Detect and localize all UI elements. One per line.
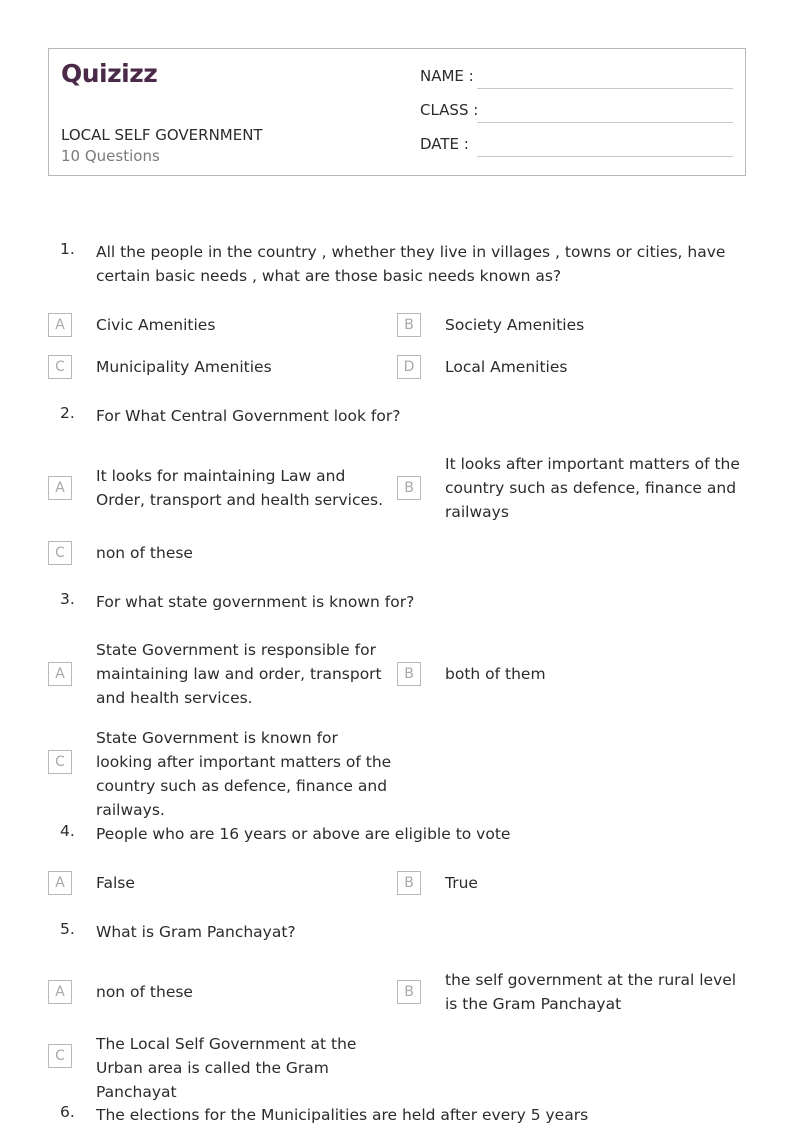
option-b[interactable] — [397, 662, 421, 686]
option-letter-box: B — [397, 313, 421, 337]
option-text: Society Amenities — [445, 316, 585, 334]
option-letter-box: B — [397, 476, 421, 500]
question-text: What is Gram Panchayat? — [96, 923, 296, 941]
class-field[interactable] — [420, 101, 733, 125]
option-a-text: False — [96, 874, 135, 892]
question-number: 4. — [60, 822, 75, 840]
option-text: Municipality Amenities — [96, 358, 272, 376]
option-letter-box: C — [48, 1044, 72, 1068]
option-b-text: It looks after important matters of the country such as defence, finance and railways — [445, 455, 740, 521]
question-number: 3. — [60, 590, 75, 608]
option-letter-box: A — [48, 476, 72, 500]
date-line — [477, 156, 733, 157]
option-letter-box: B — [397, 980, 421, 1004]
question-number: 1. — [60, 240, 75, 258]
question-number: 5. — [60, 920, 75, 938]
option-letter-box: A — [48, 871, 72, 895]
option-letter-box: B — [397, 871, 421, 895]
option-letter-box: C — [48, 750, 72, 774]
worksheet-header — [48, 48, 746, 176]
date-label: DATE : — [420, 135, 469, 153]
question-text: For what state government is known for? — [96, 593, 415, 611]
question-text: The elections for the Municipalities are held after every 5 years — [96, 1106, 589, 1123]
option-c[interactable] — [48, 541, 72, 565]
question-number: 6. — [60, 1103, 75, 1121]
option-letter-box: B — [397, 662, 421, 686]
option-c[interactable] — [48, 1044, 72, 1068]
option-b-text: both of them — [445, 665, 546, 683]
name-label: NAME : — [420, 67, 474, 85]
option-c-text: State Government is known for looking after important matters of the country such as defence, finance and railways. — [96, 729, 392, 819]
option-c-text: The Local Self Government at the Urban area is called the Gram Panchayat — [96, 1035, 357, 1101]
class-line — [477, 122, 733, 123]
date-field[interactable] — [420, 135, 733, 159]
question-count: 10 Questions — [61, 147, 160, 165]
class-label: CLASS : — [420, 101, 479, 119]
option-a[interactable] — [48, 662, 72, 686]
option-letter-box: C — [48, 541, 72, 565]
option-letter-box: A — [48, 313, 72, 337]
option-letter-box: C — [48, 355, 72, 379]
option-b[interactable] — [397, 476, 421, 500]
option-c[interactable] — [48, 355, 388, 379]
option-letter-box: A — [48, 662, 72, 686]
option-a[interactable] — [48, 476, 72, 500]
option-letter-box: A — [48, 980, 72, 1004]
name-line — [477, 88, 733, 89]
option-b[interactable] — [397, 871, 421, 895]
option-text: Civic Amenities — [96, 316, 216, 334]
option-a-text: non of these — [96, 983, 193, 1001]
option-a-text: It looks for maintaining Law and Order, transport and health services. — [96, 467, 384, 509]
option-a[interactable] — [48, 871, 72, 895]
option-b[interactable] — [397, 980, 421, 1004]
option-b-text: True — [445, 874, 478, 892]
question-number: 2. — [60, 404, 75, 422]
option-a-text: State Government is responsible for maintaining law and order, transport and health services. — [96, 641, 382, 707]
option-letter-box: D — [397, 355, 421, 379]
option-a[interactable] — [48, 313, 388, 337]
worksheet-title: LOCAL SELF GOVERNMENT — [61, 126, 263, 144]
option-c-text: non of these — [96, 544, 193, 562]
option-b[interactable] — [397, 313, 737, 337]
option-text: Local Amenities — [445, 358, 568, 376]
question-text: People who are 16 years or above are eligible to vote — [96, 825, 511, 843]
question-text: For What Central Government look for? — [96, 407, 401, 425]
option-b-text: the self government at the rural level is the Gram Panchayat — [445, 971, 737, 1013]
question-text: All the people in the country , whether they live in villages , towns or cities, have certain basic needs , what are those basic needs known as? — [96, 243, 726, 285]
option-c[interactable] — [48, 750, 72, 774]
quizizz-logo: Quizizz — [61, 59, 158, 88]
option-a[interactable] — [48, 980, 72, 1004]
option-d[interactable] — [397, 355, 737, 379]
name-field[interactable] — [420, 67, 733, 91]
